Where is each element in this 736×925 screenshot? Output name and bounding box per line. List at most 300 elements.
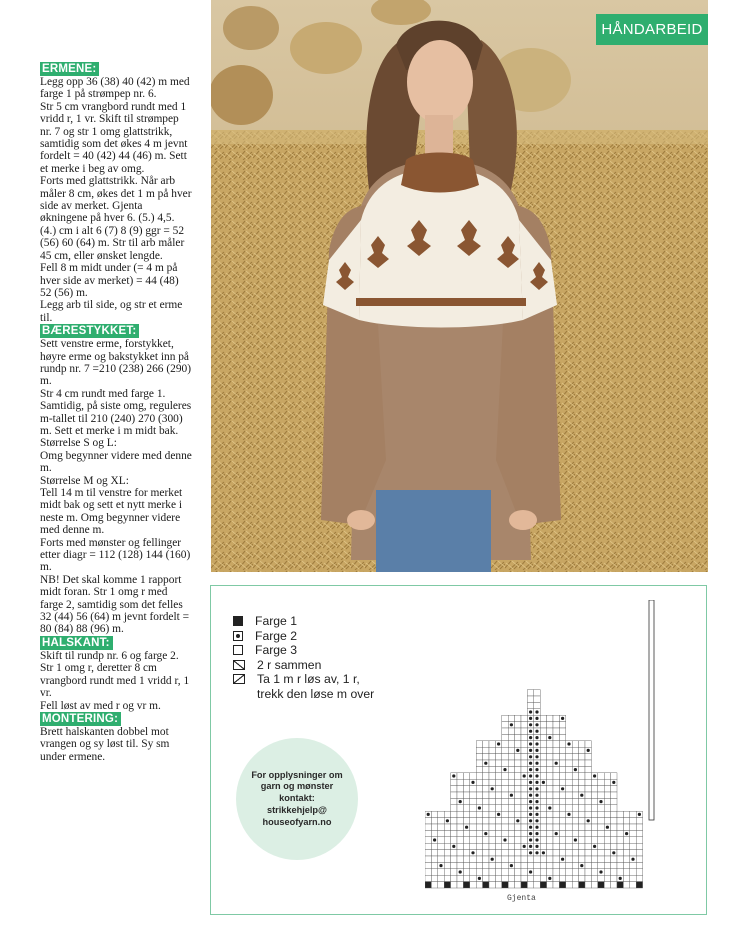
- chart-cell: [559, 728, 565, 734]
- chart-cell: [611, 882, 617, 888]
- chart-cell: [508, 760, 514, 766]
- chart-dot: [529, 768, 532, 771]
- chart-cell: [457, 786, 463, 792]
- chart-cell: [521, 805, 527, 811]
- chart-dot: [535, 800, 538, 803]
- chart-cell: [547, 830, 553, 836]
- chart-cell: [540, 747, 546, 753]
- chart-cell: [425, 830, 431, 836]
- chart-cell: [483, 754, 489, 760]
- chart-cell: [547, 798, 553, 804]
- chart-cell: [476, 837, 482, 843]
- chart-cell: [515, 728, 521, 734]
- chart-cell: [604, 837, 610, 843]
- chart-cell: [483, 862, 489, 868]
- chart-cell: [559, 824, 565, 830]
- chart-cell: [463, 830, 469, 836]
- chart-cell: [579, 779, 585, 785]
- chart-cell: [508, 747, 514, 753]
- chart-cell: [540, 786, 546, 792]
- chart-cell: [521, 722, 527, 728]
- chart-cell: [521, 715, 527, 721]
- chart-cell: [540, 862, 546, 868]
- chart-cell: [611, 798, 617, 804]
- chart-cell: [604, 818, 610, 824]
- chart-cell: [451, 837, 457, 843]
- chart-cell: [623, 818, 629, 824]
- chart-dot: [535, 781, 538, 784]
- chart-cell: [483, 798, 489, 804]
- chart-cell: [579, 869, 585, 875]
- chart-cell: [572, 811, 578, 817]
- chart-cell: [489, 811, 495, 817]
- chart-cell: [547, 715, 553, 721]
- chart-cell: [470, 837, 476, 843]
- chart-cell: [585, 875, 591, 881]
- chart-cell: [566, 837, 572, 843]
- legend-label: Farge 2: [255, 628, 298, 643]
- chart-cell: [636, 875, 642, 881]
- chart-cell: [572, 824, 578, 830]
- section-ermene: [40, 62, 192, 324]
- chart-cell: [508, 830, 514, 836]
- chart-cell: [444, 856, 450, 862]
- chart-cell: [617, 850, 623, 856]
- chart-cell: [483, 882, 489, 888]
- chart-cell: [489, 805, 495, 811]
- chart-cell: [566, 875, 572, 881]
- empty-square-icon: [233, 645, 243, 655]
- chart-dot: [510, 864, 513, 867]
- chart-cell: [470, 875, 476, 881]
- chart-cell: [457, 805, 463, 811]
- chart-cell: [470, 843, 476, 849]
- chart-cell: [431, 830, 437, 836]
- chart-cell: [617, 837, 623, 843]
- chart-cell: [540, 766, 546, 772]
- chart-cell: [553, 843, 559, 849]
- dot-square-icon: [233, 631, 243, 641]
- chart-cell: [553, 741, 559, 747]
- chart-cell: [591, 824, 597, 830]
- chart-cell: [495, 882, 501, 888]
- chart-cell: [521, 882, 527, 888]
- chart-cell: [451, 811, 457, 817]
- chart-legend: [233, 614, 382, 702]
- chart-cell: [425, 850, 431, 856]
- chart-cell: [438, 824, 444, 830]
- chart-box: [210, 585, 707, 915]
- paragraph: Forts med mønster og fellinger etter diagr = 112 (128) 144 (160) m.: [40, 536, 191, 574]
- chart-dot: [529, 851, 532, 854]
- chart-cell: [534, 696, 540, 702]
- chart-cell: [470, 773, 476, 779]
- chart-cell: [540, 798, 546, 804]
- chart-dot: [503, 838, 506, 841]
- chart-cell: [566, 792, 572, 798]
- chart-cell: [636, 869, 642, 875]
- chart-cell: [559, 811, 565, 817]
- chart-cell: [438, 856, 444, 862]
- chart-cell: [636, 850, 642, 856]
- chart-cell: [502, 754, 508, 760]
- chart-cell: [476, 754, 482, 760]
- chart-cell: [547, 728, 553, 734]
- chart-dot: [523, 845, 526, 848]
- chart-dot: [561, 858, 564, 861]
- chart-cell: [547, 779, 553, 785]
- chart-cell: [515, 766, 521, 772]
- chart-cell: [457, 837, 463, 843]
- chart-cell: [463, 773, 469, 779]
- chart-cell: [579, 754, 585, 760]
- chart-dot: [599, 870, 602, 873]
- chart-cell: [604, 830, 610, 836]
- chart-dot: [631, 858, 634, 861]
- chart-cell: [463, 818, 469, 824]
- chart-cell: [572, 760, 578, 766]
- chart-cell: [470, 798, 476, 804]
- chart-cell: [508, 734, 514, 740]
- instructions-column: [40, 62, 192, 763]
- chart-cell: [502, 843, 508, 849]
- chart-cell: [553, 734, 559, 740]
- chart-side-strip: [649, 600, 654, 820]
- chart-cell: [591, 805, 597, 811]
- chart-cell: [508, 843, 514, 849]
- chart-cell: [559, 830, 565, 836]
- chart-cell: [559, 747, 565, 753]
- chart-cell: [444, 824, 450, 830]
- legend-item: [233, 629, 382, 644]
- section-montering: [40, 712, 192, 763]
- legend-item: [233, 643, 382, 658]
- chart-cell: [438, 818, 444, 824]
- chart-cell: [527, 702, 533, 708]
- chart-dot: [535, 742, 538, 745]
- chart-cell: [502, 824, 508, 830]
- chart-cell: [572, 862, 578, 868]
- chart-dot: [535, 768, 538, 771]
- chart-cell: [553, 728, 559, 734]
- chart-cell: [431, 856, 437, 862]
- chart-cell: [521, 798, 527, 804]
- chart-cell: [604, 843, 610, 849]
- chart-cell: [495, 869, 501, 875]
- chart-cell: [585, 773, 591, 779]
- chart-cell: [604, 779, 610, 785]
- chart-cell: [579, 798, 585, 804]
- chart-cell: [495, 747, 501, 753]
- chart-cell: [591, 869, 597, 875]
- paragraph: Sett venstre erme, forstykket, høyre erme og bakstykket inn på rundp nr. 7 =210 (238) 266 (290) m.: [40, 338, 192, 388]
- chart-cell: [611, 856, 617, 862]
- chart-cell: [566, 869, 572, 875]
- chart-dot: [593, 774, 596, 777]
- chart-dot: [555, 832, 558, 835]
- chart-cell: [495, 875, 501, 881]
- chart-cell: [566, 779, 572, 785]
- chart-dot: [427, 813, 430, 816]
- chart-cell: [559, 862, 565, 868]
- chart-cell: [553, 818, 559, 824]
- chart-cell: [489, 882, 495, 888]
- chart-cell: [598, 882, 604, 888]
- chart-cell: [604, 798, 610, 804]
- chart-cell: [457, 830, 463, 836]
- chart-cell: [547, 869, 553, 875]
- chart-cell: [547, 862, 553, 868]
- chart-cell: [630, 824, 636, 830]
- chart-cell: [508, 869, 514, 875]
- chart-dot: [535, 794, 538, 797]
- chart-cell: [540, 792, 546, 798]
- chart-dot: [529, 736, 532, 739]
- chart-cell: [521, 830, 527, 836]
- chart-cell: [572, 805, 578, 811]
- chart-cell: [489, 766, 495, 772]
- chart-cell: [572, 747, 578, 753]
- chart-cell: [585, 766, 591, 772]
- chart-cell: [553, 798, 559, 804]
- chart-cell: [559, 766, 565, 772]
- chart-cell: [611, 811, 617, 817]
- chart-cell: [463, 792, 469, 798]
- chart-cell: [463, 837, 469, 843]
- chart-cell: [566, 754, 572, 760]
- chart-dot: [606, 826, 609, 829]
- chart-cell: [604, 856, 610, 862]
- chart-cell: [489, 850, 495, 856]
- chart-cell: [502, 875, 508, 881]
- chart-cell: [444, 882, 450, 888]
- chart-cell: [585, 830, 591, 836]
- chart-cell: [470, 856, 476, 862]
- chart-cell: [591, 786, 597, 792]
- chart-cell: [515, 824, 521, 830]
- chart-cell: [534, 875, 540, 881]
- chart-cell: [425, 882, 431, 888]
- chart-cell: [540, 734, 546, 740]
- section-heading: BÆRESTYKKET:: [40, 324, 139, 338]
- chart-cell: [470, 862, 476, 868]
- chart-cell: [463, 786, 469, 792]
- chart-cell: [515, 722, 521, 728]
- chart-cell: [540, 728, 546, 734]
- chart-cell: [636, 830, 642, 836]
- chart-cell: [495, 760, 501, 766]
- chart-cell: [617, 869, 623, 875]
- chart-cell: [495, 843, 501, 849]
- chart-dot: [548, 736, 551, 739]
- chart-dot: [535, 749, 538, 752]
- chart-dot: [542, 781, 545, 784]
- chart-cell: [483, 773, 489, 779]
- chart-cell: [425, 856, 431, 862]
- chart-cell: [579, 850, 585, 856]
- section-heading: MONTERING:: [40, 712, 121, 726]
- chart-cell: [527, 856, 533, 862]
- chart-cell: [470, 818, 476, 824]
- chart-cell: [489, 862, 495, 868]
- chart-cell: [495, 837, 501, 843]
- chart-dot: [510, 723, 513, 726]
- chart-cell: [566, 818, 572, 824]
- chart-cell: [483, 811, 489, 817]
- chart-cell: [636, 856, 642, 862]
- chart-cell: [579, 760, 585, 766]
- chart-cell: [591, 856, 597, 862]
- legend-label: 2 r sammen: [257, 657, 322, 672]
- chart-dot: [529, 755, 532, 758]
- chart-cell: [572, 779, 578, 785]
- paragraph: NB! Det skal komme 1 rapport midt foran. Str 1 omg r med farge 2, samtidig som det felles 32 (44) 56 (64) m jevnt fordelt = 80 (84) 88 (96) m.: [40, 573, 190, 636]
- section-halskant: [40, 636, 192, 712]
- chart-cell: [515, 779, 521, 785]
- chart-cell: [463, 856, 469, 862]
- chart-dot: [484, 762, 487, 765]
- chart-cell: [515, 773, 521, 779]
- chart-cell: [630, 837, 636, 843]
- chart-dot: [433, 838, 436, 841]
- chart-cell: [457, 843, 463, 849]
- chart-cell: [623, 824, 629, 830]
- chart-cell: [540, 818, 546, 824]
- chart-cell: [515, 875, 521, 881]
- chart-cell: [598, 837, 604, 843]
- chart-dot: [529, 832, 532, 835]
- chart-dot: [567, 813, 570, 816]
- chart-cell: [502, 747, 508, 753]
- chart-cell: [559, 722, 565, 728]
- chart-cell: [451, 869, 457, 875]
- chart-cell: [489, 830, 495, 836]
- chart-cell: [604, 786, 610, 792]
- chart-cell: [636, 882, 642, 888]
- chart-cell: [457, 773, 463, 779]
- chart-cell: [483, 818, 489, 824]
- chart-dot: [638, 813, 641, 816]
- chart-cell: [585, 843, 591, 849]
- chart-cell: [630, 818, 636, 824]
- chart-cell: [617, 856, 623, 862]
- chart-cell: [611, 786, 617, 792]
- chart-dot: [459, 800, 462, 803]
- chart-cell: [489, 773, 495, 779]
- chart-cell: [540, 837, 546, 843]
- legend-item: [233, 672, 382, 701]
- chart-cell: [553, 779, 559, 785]
- chart-cell: [521, 760, 527, 766]
- chart-cell: [604, 811, 610, 817]
- chart-cell: [572, 798, 578, 804]
- chart-dot: [535, 710, 538, 713]
- chart-cell: [598, 779, 604, 785]
- chart-cell: [444, 850, 450, 856]
- chart-cell: [617, 862, 623, 868]
- chart-cell: [489, 792, 495, 798]
- chart-cell: [566, 856, 572, 862]
- chart-cell: [540, 830, 546, 836]
- chart-cell: [502, 734, 508, 740]
- chart-cell: [579, 747, 585, 753]
- chart-cell: [483, 869, 489, 875]
- chart-dot: [574, 838, 577, 841]
- chart-cell: [451, 805, 457, 811]
- chart-cell: [521, 837, 527, 843]
- chart-dot: [523, 774, 526, 777]
- chart-cell: [572, 773, 578, 779]
- chart-dot: [574, 768, 577, 771]
- chart-cell: [585, 882, 591, 888]
- chart-cell: [521, 818, 527, 824]
- chart-dot: [471, 781, 474, 784]
- chart-cell: [438, 837, 444, 843]
- chart-cell: [495, 773, 501, 779]
- chart-cell: [611, 818, 617, 824]
- chart-cell: [534, 690, 540, 696]
- chart-dot: [529, 749, 532, 752]
- chart-cell: [483, 805, 489, 811]
- chart-cell: [495, 830, 501, 836]
- chart-cell: [502, 715, 508, 721]
- chart-cell: [559, 754, 565, 760]
- chart-cell: [553, 869, 559, 875]
- chart-cell: [483, 856, 489, 862]
- chart-dot: [529, 845, 532, 848]
- chart-cell: [431, 818, 437, 824]
- chart-cell: [547, 818, 553, 824]
- chart-dot: [529, 781, 532, 784]
- chart-cell: [630, 882, 636, 888]
- chart-cell: [463, 811, 469, 817]
- chart-cell: [515, 837, 521, 843]
- chart-cell: [463, 862, 469, 868]
- chart-cell: [630, 862, 636, 868]
- chart-dot: [491, 787, 494, 790]
- chart-dot: [561, 787, 564, 790]
- chart-cell: [476, 747, 482, 753]
- chart-cell: [431, 811, 437, 817]
- chart-cell: [438, 843, 444, 849]
- chart-cell: [502, 805, 508, 811]
- chart-cell: [617, 824, 623, 830]
- chart-cell: [476, 818, 482, 824]
- chart-cell: [559, 837, 565, 843]
- chart-cell: [623, 843, 629, 849]
- chart-cell: [489, 824, 495, 830]
- chart-dot: [529, 819, 532, 822]
- chart-cell: [559, 779, 565, 785]
- chart-cell: [489, 875, 495, 881]
- chart-cell: [521, 811, 527, 817]
- chart-cell: [636, 824, 642, 830]
- chart-dot: [529, 813, 532, 816]
- chart-cell: [451, 882, 457, 888]
- chart-cell: [579, 856, 585, 862]
- chart-dot: [529, 717, 532, 720]
- chart-cell: [591, 811, 597, 817]
- chart-dot: [535, 832, 538, 835]
- chart-cell: [611, 792, 617, 798]
- chart-cell: [540, 722, 546, 728]
- chart-cell: [598, 792, 604, 798]
- chart-cell: [451, 850, 457, 856]
- chart-cell: [591, 818, 597, 824]
- chart-cell: [502, 722, 508, 728]
- chart-cell: [553, 773, 559, 779]
- chart-cell: [585, 741, 591, 747]
